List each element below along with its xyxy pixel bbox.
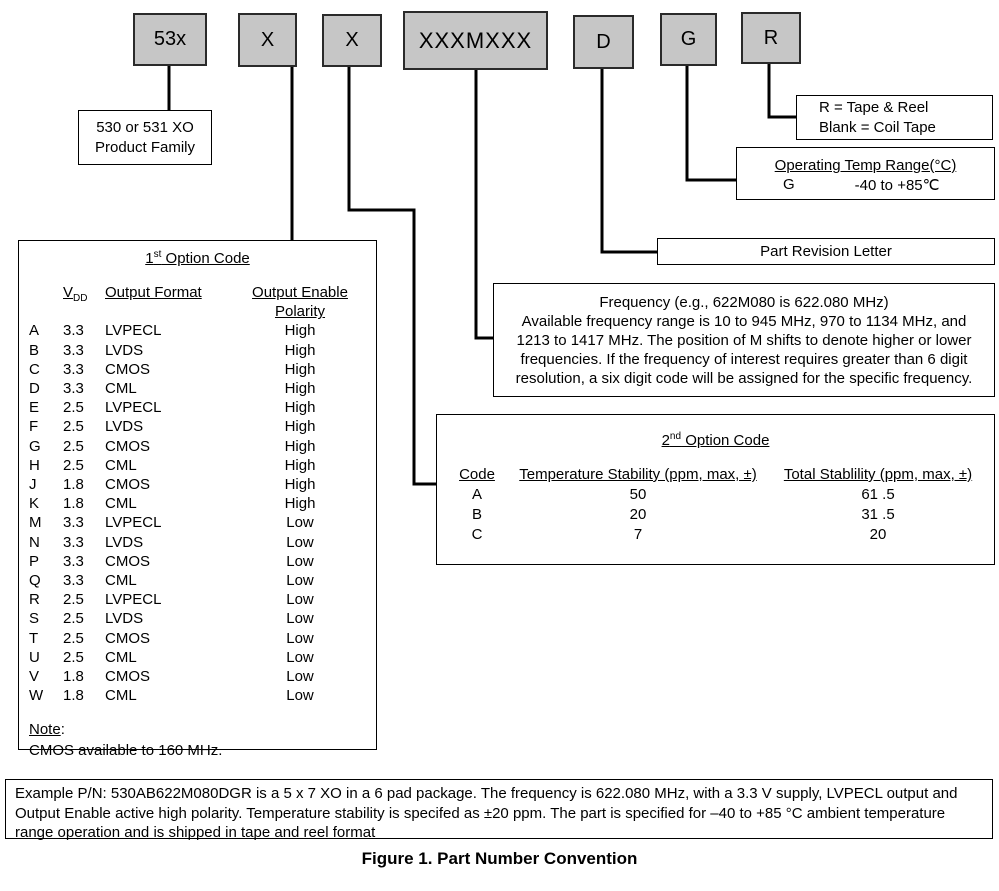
frequency-box bbox=[493, 283, 995, 397]
option1-row bbox=[29, 648, 375, 667]
option1-row bbox=[29, 456, 375, 475]
field-tape-reel: R bbox=[741, 12, 801, 64]
option1-row-cell: 3.3 bbox=[63, 533, 84, 551]
example-pn-box bbox=[5, 779, 993, 839]
option1-row bbox=[29, 321, 375, 340]
option1-row-cell: High bbox=[284, 360, 316, 378]
option1-row-cell: CMOS bbox=[105, 476, 150, 494]
option1-row-cell: 3.3 bbox=[63, 514, 84, 532]
option1-row bbox=[29, 533, 375, 552]
option1-row-cell: High bbox=[284, 322, 316, 340]
option1-row bbox=[29, 667, 375, 686]
option1-table bbox=[29, 283, 375, 705]
option1-row-cell: 3.3 bbox=[63, 341, 84, 359]
option1-row-cell: High bbox=[284, 399, 316, 417]
frequency-line: Frequency (e.g., 622M080 is 622.080 MHz) bbox=[599, 294, 889, 311]
note-colon: : bbox=[60, 721, 65, 739]
option1-row-cell: 2.5 bbox=[63, 437, 84, 455]
option1-row bbox=[29, 686, 375, 705]
option2-title-sup: nd bbox=[669, 431, 682, 442]
operating-temp-box bbox=[736, 147, 995, 200]
operating-temp-code: G bbox=[783, 176, 795, 193]
option1-row bbox=[29, 629, 375, 648]
option1-row-cell: High bbox=[284, 495, 316, 513]
option1-row-cell: Low bbox=[286, 552, 314, 570]
frequency-line: resolution, a six digit code will be assigned for the specific frequency. bbox=[515, 370, 973, 387]
option1-row-cell: G bbox=[29, 437, 41, 455]
figure-caption: Figure 1. Part Number Convention bbox=[361, 849, 638, 868]
option1-title bbox=[19, 249, 376, 267]
option1-note bbox=[29, 719, 376, 761]
connector-temp-range bbox=[687, 61, 737, 180]
option1-header-vdd: $V_{DD}$ bbox=[63, 284, 88, 304]
option1-row bbox=[29, 609, 375, 628]
field-option2: X bbox=[322, 14, 382, 67]
option2-row-cell: C bbox=[471, 526, 483, 543]
option1-row-cell: 2.5 bbox=[63, 399, 84, 417]
tape-reel-line2: Blank = Coil Tape bbox=[819, 118, 936, 136]
option1-row-cell: C bbox=[29, 360, 40, 378]
option1-row-cell: Low bbox=[286, 668, 314, 686]
option1-row-cell: Low bbox=[286, 687, 314, 705]
option2-row-cell: 61 .5 bbox=[861, 486, 895, 503]
example-pn-text: Example P/N: 530AB622M080DGR is a 5 x 7 XO in a 6 pad package. The frequency is 622.080 MHz, with a 3.3 V supply, LVPECL output and Output Enable active high polarity. Temperature stability is specifed as ±20 ppm. The part is specified for –40 to +85 °C ambient temperature range operation and is shipped in tape and reel format bbox=[15, 785, 958, 841]
option1-row-cell: K bbox=[29, 495, 40, 513]
option1-row-cell: LVPECL bbox=[105, 591, 162, 609]
option2-row-cell: 50 bbox=[629, 486, 647, 503]
option1-row-cell: 1.8 bbox=[63, 476, 84, 494]
option1-row-cell: LVPECL bbox=[105, 514, 162, 532]
option1-row-cell: CMOS bbox=[105, 629, 150, 647]
option1-row bbox=[29, 475, 375, 494]
option1-row-cell: 3.3 bbox=[63, 380, 84, 398]
option1-row-cell: W bbox=[29, 687, 44, 705]
option1-row-cell: D bbox=[29, 380, 40, 398]
option1-row-cell: 3.3 bbox=[63, 552, 84, 570]
option1-row-cell: CML bbox=[105, 648, 137, 666]
option1-title-base: 1 bbox=[145, 250, 154, 267]
option1-header-polarity: Output Enable Polarity bbox=[252, 284, 348, 321]
option1-row-cell: 2.5 bbox=[63, 591, 84, 609]
option1-row-cell: 2.5 bbox=[63, 456, 84, 474]
option1-title-rest: Option Code bbox=[161, 250, 250, 267]
frequency-line: 1213 to 1417 MHz. The position of M shifts to denote higher or lower bbox=[516, 332, 972, 349]
option2-row-cell: 20 bbox=[869, 526, 887, 543]
option2-header-total-stability: Total Stablility (ppm, max, ±) bbox=[783, 466, 973, 483]
option1-header-blank bbox=[29, 283, 63, 321]
option1-header-format: Output Format bbox=[105, 284, 202, 301]
connector-revision bbox=[602, 63, 658, 252]
option1-row-cell: CML bbox=[105, 687, 137, 705]
option1-row-cell: J bbox=[29, 476, 37, 494]
option1-row-cell: CML bbox=[105, 380, 137, 398]
option1-row-cell: T bbox=[29, 629, 39, 647]
option1-row-cell: LVPECL bbox=[105, 322, 162, 340]
option2-row-cell: 7 bbox=[633, 526, 643, 543]
option1-row bbox=[29, 590, 375, 609]
option2-row-cell: 20 bbox=[629, 506, 647, 523]
option1-row-cell: CMOS bbox=[105, 668, 150, 686]
option1-row-cell: E bbox=[29, 399, 40, 417]
option1-row-cell: 1.8 bbox=[63, 668, 84, 686]
field-option1: X bbox=[238, 13, 297, 67]
option1-row bbox=[29, 552, 375, 571]
option1-row-cell: Low bbox=[286, 572, 314, 590]
option1-row-cell: CMOS bbox=[105, 360, 150, 378]
option1-row-cell: LVPECL bbox=[105, 399, 162, 417]
field-temp-range: G bbox=[660, 13, 717, 66]
option1-row-cell: LVDS bbox=[105, 341, 144, 359]
tape-reel-line1: R = Tape & Reel bbox=[819, 98, 929, 116]
option2-header-code: Code bbox=[459, 466, 495, 483]
option2-row bbox=[445, 505, 989, 525]
option1-code-box bbox=[18, 240, 377, 760]
option1-header-row bbox=[29, 283, 375, 321]
option1-row-cell: High bbox=[284, 456, 316, 474]
option1-row bbox=[29, 398, 375, 417]
option1-row-cell: Low bbox=[286, 610, 314, 628]
option1-row-cell: High bbox=[284, 418, 316, 436]
connector-frequency bbox=[476, 64, 494, 338]
option1-row-cell: U bbox=[29, 648, 40, 666]
option1-row-cell: High bbox=[284, 380, 316, 398]
option1-row-cell: M bbox=[29, 514, 42, 532]
option1-row bbox=[29, 341, 375, 360]
option1-row-cell: 3.3 bbox=[63, 360, 84, 378]
option2-title-base: 2 bbox=[661, 432, 670, 449]
option1-row-cell: CMOS bbox=[105, 552, 150, 570]
connector-option1 bbox=[239, 62, 292, 240]
option1-row-cell: LVDS bbox=[105, 418, 144, 436]
option1-title-sup: st bbox=[153, 249, 162, 260]
tape-reel-box bbox=[796, 95, 993, 140]
option1-row-cell: S bbox=[29, 610, 40, 628]
option1-row-cell: 2.5 bbox=[63, 610, 84, 628]
option1-row-cell: Low bbox=[286, 533, 314, 551]
option1-row-cell: CMOS bbox=[105, 437, 150, 455]
operating-temp-title: Operating Temp Range(°C) bbox=[774, 157, 957, 174]
option1-row-cell: 2.5 bbox=[63, 629, 84, 647]
option2-row-cell: A bbox=[471, 486, 482, 503]
option2-row bbox=[445, 525, 989, 545]
option1-row-cell: CML bbox=[105, 456, 137, 474]
option1-row bbox=[29, 494, 375, 513]
product-family-line2: Product Family bbox=[94, 138, 196, 156]
option1-row-cell: F bbox=[29, 418, 39, 436]
field-product-family: 53x bbox=[133, 13, 207, 66]
option1-row-cell: LVDS bbox=[105, 533, 144, 551]
field-frequency: XXXMXXX bbox=[403, 11, 548, 70]
frequency-line: frequencies. If the frequency of interest requires greater than 6 digit bbox=[520, 351, 968, 368]
option1-row-cell: Low bbox=[286, 591, 314, 609]
part-revision-label: Part Revision Letter bbox=[760, 243, 892, 260]
note-text: CMOS available to 160 MHz. bbox=[29, 742, 223, 760]
option2-header-temp-stability: Temperature Stability (ppm, max, ±) bbox=[519, 466, 757, 483]
option1-row-cell: 1.8 bbox=[63, 687, 84, 705]
option1-row-cell: High bbox=[284, 341, 316, 359]
option1-row-cell: 3.3 bbox=[63, 572, 84, 590]
part-revision-box bbox=[657, 238, 995, 265]
option2-row bbox=[445, 485, 989, 505]
option2-title bbox=[437, 431, 994, 449]
option1-row-cell: A bbox=[29, 322, 40, 340]
option2-header-row bbox=[445, 465, 989, 485]
option1-row-cell: 3.3 bbox=[63, 322, 84, 340]
option1-row bbox=[29, 437, 375, 456]
option1-row-cell: CML bbox=[105, 572, 137, 590]
product-family-line1: 530 or 531 XO bbox=[96, 118, 194, 136]
option1-row-cell: B bbox=[29, 341, 40, 359]
option1-row-cell: High bbox=[284, 437, 316, 455]
option1-row-cell: CML bbox=[105, 495, 137, 513]
option2-row-cell: B bbox=[471, 506, 482, 523]
option1-row-cell: LVDS bbox=[105, 610, 144, 628]
product-family-box bbox=[78, 110, 212, 165]
option1-row bbox=[29, 571, 375, 590]
option1-row bbox=[29, 379, 375, 398]
option1-row-cell: 1.8 bbox=[63, 495, 84, 513]
option1-row-cell: V bbox=[29, 668, 40, 686]
option1-row-cell: 2.5 bbox=[63, 648, 84, 666]
operating-temp-row bbox=[737, 176, 994, 194]
option1-row bbox=[29, 360, 375, 379]
option1-row bbox=[29, 513, 375, 532]
operating-temp-range: -40 to +85℃ bbox=[854, 177, 940, 194]
option1-row-cell: High bbox=[284, 476, 316, 494]
option1-row-cell: Q bbox=[29, 572, 41, 590]
option1-row-cell: H bbox=[29, 456, 40, 474]
option1-row-cell: Low bbox=[286, 648, 314, 666]
option1-row-cell: N bbox=[29, 533, 40, 551]
option1-row bbox=[29, 417, 375, 436]
option1-row-cell: P bbox=[29, 552, 40, 570]
option1-row-cell: R bbox=[29, 591, 40, 609]
field-revision: D bbox=[573, 15, 634, 69]
option2-title-rest: Option Code bbox=[681, 432, 770, 449]
frequency-line: Available frequency range is 10 to 945 MHz, 970 to 1134 MHz, and bbox=[521, 313, 967, 330]
option2-table bbox=[445, 465, 989, 545]
option1-row-cell: 2.5 bbox=[63, 418, 84, 436]
option2-row-cell: 31 .5 bbox=[861, 506, 895, 523]
option1-row-cell: Low bbox=[286, 514, 314, 532]
note-label: Note bbox=[29, 721, 61, 739]
connector-tape-reel bbox=[769, 60, 797, 117]
option1-row-cell: Low bbox=[286, 629, 314, 647]
option2-code-box bbox=[436, 414, 995, 565]
